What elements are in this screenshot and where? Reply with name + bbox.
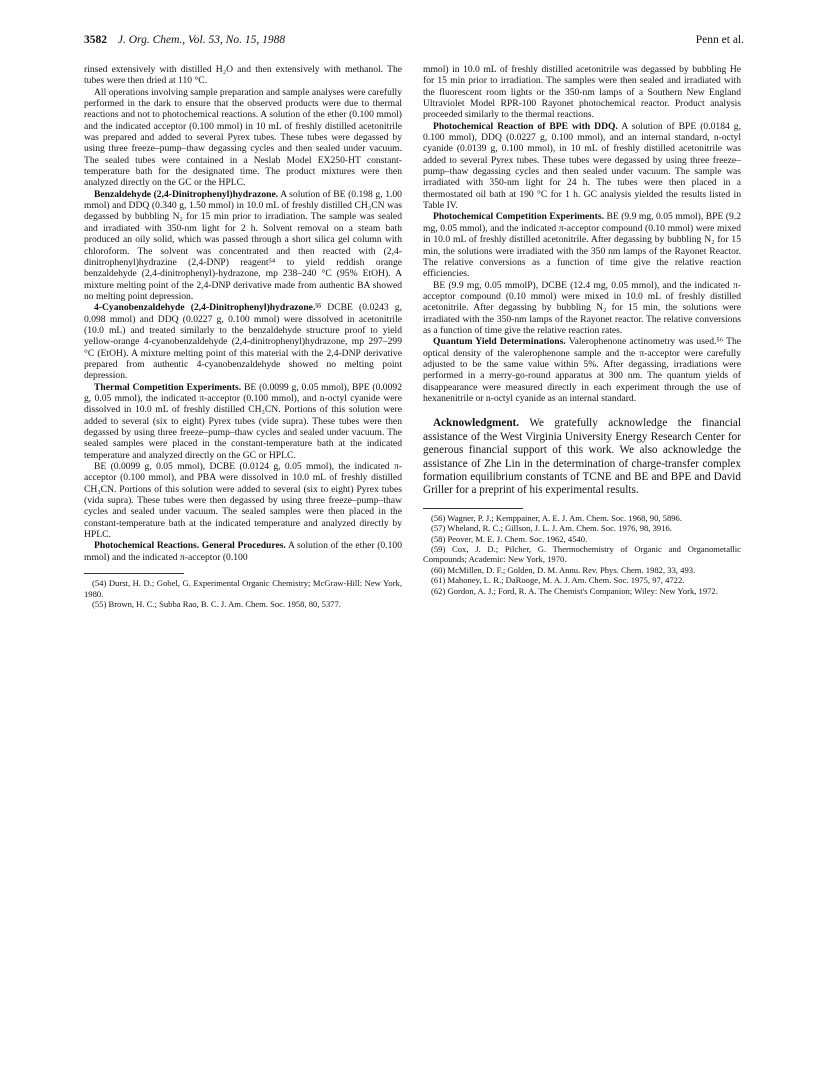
paragraph-body: A solution of BE (0.198 g, 1.00 mmol) and DDQ (0.340 g, 1.50 mmol) in 10.0 mL of freshly distilled CH₃CN was degassed by bubbling N₂ for 15 min prior to irradiation. The sample was sealed and irradiated with 350-nm light for 2 h. Solvent removal on a steam bath produced an oily solid, which was passed through a short silica gel column with chloroform. The solvent was concentrated and then reacted with (2,4-dinitrophenyl)hydrazine (2,4-DNP) reagent⁵⁴ to yield reddish orange benzaldehyde (2,4-dinitrophenyl)-hydrazone, mp 238–240 °C (95% EtOH). A mixture melting point of the 2,4-DNP derivative made from authentic BA showed no melting point depression. <box>84 188 402 302</box>
journal-citation: J. Org. Chem., Vol. 53, No. 15, 1988 <box>117 34 286 46</box>
acknowledgment <box>423 417 741 497</box>
section-heading: Photochemical Reactions. General Procedures. <box>94 540 286 552</box>
paragraph-body: A solution of the ether (0.100 mmol) and the indicated π-acceptor (0.100 <box>84 540 402 563</box>
paragraph: BE (9.9 mg, 0.05 mmolP), DCBE (12.4 mg, 0.05 mmol), and the indicated π-acceptor compound (0.10 mmol) were mixed in 10.0 mL of freshly distilled acetonitrile. After degassing by bubbling N₂ for 15 min, the solutions were irradiated with the 350-nm lamps of the Rayonet reactor. The relative conversions as a function of time give the relative reaction rates. <box>423 279 741 336</box>
running-authors: Penn et al. <box>695 34 744 46</box>
acknowledgment-heading: Acknowledgment. <box>433 417 520 430</box>
footnote: (56) Wagner, P. J.; Kemppainer, A. E. J. Am. Chem. Soc. 1968, 90, 5896. <box>431 512 682 523</box>
paragraph <box>84 302 402 381</box>
paragraph <box>84 540 402 563</box>
footnote-rule <box>84 573 184 574</box>
footnote: (59) Cox, J. D.; Pilcher, G. Thermochemistry of Organic and Organometallic Compounds; Academic: New York, 1970. <box>423 543 741 565</box>
paragraph: All operations involving sample preparation and sample analyses were carefully performed in the dark to ensure that the observed products were due to thermal reactions and not to photochemical reactions. A solution of the ether (0.100 mmol) and the indicated acceptor (0.100 mmol) in 10 mL of freshly distilled acetonitrile was prepared and added to several Pyrex tubes. These tubes were degassed by using three freeze–pump–thaw degassing cycles and then sealed under vacuum. The sealed tubes were contained in a Neslab Model EX250-HT constant-temperature bath for the designated time. The product mixtures were then analyzed directly on the GC or the HPLC. <box>84 86 402 189</box>
paragraph: rinsed extensively with distilled H₂O and then extensively with methanol. The tubes were then dried at 110 °C. <box>84 64 402 87</box>
paragraph <box>423 336 741 404</box>
footnote: (55) Brown, H. C.; Subba Rao, B. C. J. Am. Chem. Soc. 1958, 80, 5377. <box>92 598 341 609</box>
section-heading: 4-Cyanobenzaldehyde (2,4-Dinitrophenyl)hydrazone.⁵⁵ <box>94 302 322 314</box>
footnote: (54) Durst, H. D.; Gobel, G. Experimental Organic Chemistry; McGraw-Hill: New York, 1980. <box>84 578 402 599</box>
paragraph: mmol) in 10.0 mL of freshly distilled acetonitrile was degassed by bubbling He for 15 min prior to irradiation. The samples were then sealed and irradiated with the fluorescent room lights or the 350-nm lamps of a Southern New England Ultraviolet Model RPR-100 Rayonet photochemical reactor. Product analysis proceeded similarly to the thermal reactions. <box>423 64 741 121</box>
footnote: (61) Mahoney, L. R.; DaRooge, M. A. J. Am. Chem. Soc. 1975, 97, 4722. <box>431 575 685 586</box>
paragraph-body: Valerophenone actinometry was used.⁵⁶ The optical density of the valerophenone sample and the π-acceptor were carefully adjusted to be the same value within 5%. After degassing, irradiations were performed in a merry-go-round apparatus at 300 nm. The quantum yields of disappearance were measured directly in each experiment through the use of hexanenitrile or n-octyl cyanide as an internal standard. <box>423 336 741 404</box>
footnote: (62) Gordon, A. J.; Ford, R. A. The Chemist's Companion; Wiley: New York, 1972. <box>431 585 718 596</box>
footnote-rule <box>423 508 523 509</box>
paragraph <box>84 382 402 461</box>
paragraph-body: A solution of BPE (0.0184 g, 0.100 mmol), DDQ (0.0227 g, 0.100 mmol), and an internal standard, n-octyl cyanide (0.0139 g, 0.100 mmol), in 10 mL of freshly distilled acetonitrile was added to several Pyrex tubes. These tubes were degassed by using three freeze–pump–thaw degassing cycles and then sealed under vacuum. The sample was irradiated with 350-nm light for 24 h. The tubes were then placed in a thermostated oil bath at 190 °C for 1 h. GC analysis yielded the results listed in Table IV. <box>423 120 742 212</box>
right-column <box>423 64 741 596</box>
section-heading: Quantum Yield Determinations. <box>433 336 566 348</box>
footnote: (60) McMillen, D. F.; Golden, D. M. Annu. Rev. Phys. Chem. 1982, 33, 493. <box>431 564 696 575</box>
section-heading: Photochemical Reaction of BPE with DDQ. <box>433 120 618 132</box>
paragraph-body: DCBE (0.0243 g, 0.098 mmol) and DDQ (0.0227 g, 0.100 mmol) were dissolved in acetonitrile (10.0 mL) and treated similarly to the benzaldehyde structure proof to yield yellow-orange 4-cyanobenzaldehyde (2,4-dinitrophenyl)hydrazone, mp 297–299 °C (EtOH). A mixture melting point of this material with the 2,4-DNP derivative prepared from authentic 4-cyanobenzaldehyde showed no melting point depression. <box>84 302 402 382</box>
footnote: (57) Wheland, R. C.; Gillson, J. L. J. Am. Chem. Soc. 1976, 98, 3916. <box>431 523 672 534</box>
paragraph-body: BE (9.9 mg, 0.05 mmol), BPE (9.2 mg, 0.05 mmol), and the indicated π-acceptor compound (0.10 mmol) were mixed in 10.0 mL of freshly distilled acetonitrile. After degassing by bubbling N₂ for 15 min, the solutions were irradiated with the 350 nm lamps of the Rayonet Reactor. The relative conversions as a function of time give the relative reaction efficiencies. <box>423 211 741 280</box>
paragraph <box>423 121 741 212</box>
section-heading: Thermal Competition Experiments. <box>94 381 242 393</box>
section-heading: Benzaldehyde (2,4-Dinitrophenyl)hydrazone. <box>94 188 279 200</box>
page-number: 3582 <box>84 34 107 46</box>
running-header <box>84 34 744 50</box>
section-heading: Photochemical Competition Experiments. <box>433 211 604 223</box>
footnote: (58) Peover, M. E. J. Chem. Soc. 1962, 4540. <box>431 533 588 544</box>
paragraph <box>84 189 402 302</box>
acknowledgment-body: We gratefully acknowledge the financial assistance of the West Virginia University Energy Research Center for generous financial support of this work. We also acknowledge the assistance of Zhe Lin in the determination of charge-transfer complex formation equilibrium constants of TCNE and BE and BPE and David Griller for a preprint of his experimental results. <box>423 417 741 497</box>
paragraph-body: BE (0.0099 g, 0.05 mmol), BPE (0.0092 g, 0.05 mmol), the indicated π-acceptor (0.100 mmol), and n-octyl cyanide were dissolved in 10.0 mL of freshly distilled CH₃CN. Portions of this solution were added to several (six to eight) Pyrex tubes (vide supra). These tubes were then degassed by using three freeze–pump–thaw cycles and sealed under vacuum. The sealed samples were placed in the constant-temperature bath at the indicated temperature and analyzed directly on the GC or HPLC. <box>84 381 402 461</box>
left-column <box>84 64 402 609</box>
paragraph: BE (0.0099 g, 0.05 mmol), DCBE (0.0124 g, 0.05 mmol), the indicated π-acceptor (0.100 mmol), and PBA were dissolved in 10.0 mL of freshly distilled CH₃CN. Portions of this solution were added to several (six to eight) Pyrex tubes (vida supra). These tubes were then degassed by using three freeze–pump–thaw cycles and sealed under vacuum. The sealed samples were then placed in the constant-temperature bath at the indicated temperature and analyzed directly by HPLC. <box>84 461 402 541</box>
paragraph <box>423 211 741 279</box>
